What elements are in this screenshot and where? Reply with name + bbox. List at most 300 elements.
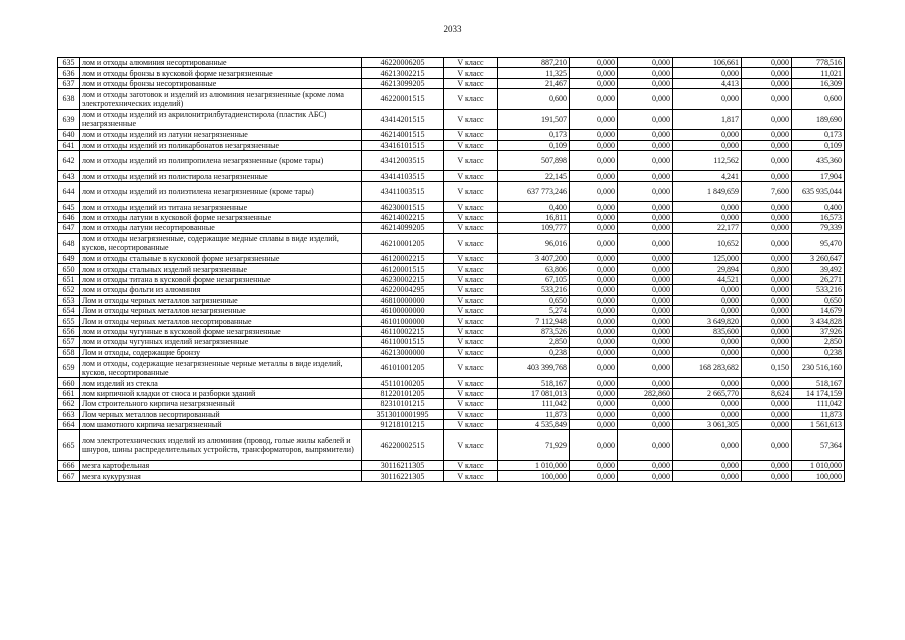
table-body: [58, 58, 845, 482]
value-col-4: 3 649,820: [673, 316, 742, 326]
value-col-5: 0,000: [742, 140, 792, 150]
hazard-class: V класс: [444, 285, 498, 295]
value-col-5: 0,000: [742, 150, 792, 171]
table-row: [58, 264, 845, 274]
value-col-1: 0,238: [498, 347, 570, 357]
value-col-1: 403 399,768: [498, 357, 570, 378]
value-col-2: 0,000: [570, 285, 618, 295]
row-number: 641: [58, 140, 80, 150]
value-col-2: 0,000: [570, 171, 618, 181]
table-row: [58, 326, 845, 336]
waste-code: 43416101515: [362, 140, 444, 150]
value-col-6: 100,000: [792, 471, 845, 481]
value-col-2: 0,000: [570, 233, 618, 254]
table-row: [58, 109, 845, 130]
row-number: 667: [58, 471, 80, 481]
value-col-3: 0,000: [618, 254, 673, 264]
table-row: [58, 171, 845, 181]
value-col-1: 16,811: [498, 212, 570, 222]
waste-code: 46213002215: [362, 68, 444, 78]
value-col-6: 37,926: [792, 326, 845, 336]
table-row: [58, 305, 845, 315]
table-row: [58, 409, 845, 419]
value-col-6: 16,573: [792, 212, 845, 222]
value-col-4: 0,000: [673, 140, 742, 150]
waste-code: 43414201515: [362, 109, 444, 130]
value-col-2: 0,000: [570, 212, 618, 222]
value-col-4: 0,000: [673, 399, 742, 409]
value-col-3: 0,000: [618, 233, 673, 254]
value-col-5: 0,000: [742, 89, 792, 110]
value-col-2: 0,000: [570, 223, 618, 233]
row-number: 636: [58, 68, 80, 78]
value-col-6: 518,167: [792, 378, 845, 388]
value-col-6: 3 434,828: [792, 316, 845, 326]
table-row: [58, 150, 845, 171]
value-col-2: 0,000: [570, 409, 618, 419]
value-col-2: 0,000: [570, 388, 618, 398]
waste-code: 43411003515: [362, 181, 444, 202]
value-col-4: 10,652: [673, 233, 742, 254]
value-col-4: 44,521: [673, 274, 742, 284]
value-col-6: 11,873: [792, 409, 845, 419]
waste-name: лом и отходы изделий из акрилонитрилбутадиенстирола (пластик АБС) незагрязненные: [80, 109, 362, 130]
value-col-6: 39,492: [792, 264, 845, 274]
row-number: 635: [58, 58, 80, 68]
value-col-6: 435,360: [792, 150, 845, 171]
waste-name: лом и отходы стальных изделий незагрязненные: [80, 264, 362, 274]
row-number: 642: [58, 150, 80, 171]
value-col-4: 0,000: [673, 285, 742, 295]
value-col-5: 0,000: [742, 285, 792, 295]
value-col-5: 0,000: [742, 202, 792, 212]
table-row: [58, 223, 845, 233]
row-number: 654: [58, 305, 80, 315]
value-col-4: 125,000: [673, 254, 742, 264]
row-number: 656: [58, 326, 80, 336]
waste-code: 46100000000: [362, 305, 444, 315]
hazard-class: V класс: [444, 171, 498, 181]
value-col-4: 0,000: [673, 471, 742, 481]
value-col-4: 0,000: [673, 295, 742, 305]
value-col-2: 0,000: [570, 460, 618, 470]
waste-name: лом и отходы латуни в кусковой форме незагрязненные: [80, 212, 362, 222]
value-col-3: 0,000: [618, 89, 673, 110]
value-col-2: 0,000: [570, 295, 618, 305]
row-number: 662: [58, 399, 80, 409]
value-col-3: 0,000: [618, 409, 673, 419]
value-col-5: 0,000: [742, 68, 792, 78]
hazard-class: V класс: [444, 305, 498, 315]
waste-code: 46213000000: [362, 347, 444, 357]
value-col-3: 0,000: [618, 460, 673, 470]
table-row: [58, 347, 845, 357]
value-col-3: 0,000: [618, 295, 673, 305]
value-col-1: 873,526: [498, 326, 570, 336]
row-number: 639: [58, 109, 80, 130]
row-number: 664: [58, 419, 80, 429]
value-col-2: 0,000: [570, 347, 618, 357]
value-col-2: 0,000: [570, 399, 618, 409]
value-col-6: 16,309: [792, 78, 845, 88]
value-col-4: 0,000: [673, 68, 742, 78]
value-col-1: 11,873: [498, 409, 570, 419]
value-col-1: 1 010,000: [498, 460, 570, 470]
value-col-6: 1 010,000: [792, 460, 845, 470]
value-col-6: 230 516,160: [792, 357, 845, 378]
row-number: 658: [58, 347, 80, 357]
value-col-2: 0,000: [570, 254, 618, 264]
value-col-2: 0,000: [570, 337, 618, 347]
value-col-5: 0,000: [742, 316, 792, 326]
hazard-class: V класс: [444, 388, 498, 398]
waste-code: 81220101205: [362, 388, 444, 398]
row-number: 665: [58, 430, 80, 461]
waste-name: лом и отходы бронзы несортированные: [80, 78, 362, 88]
value-col-6: 14,679: [792, 305, 845, 315]
waste-name: лом и отходы изделий из титана незагрязненные: [80, 202, 362, 212]
value-col-6: 57,364: [792, 430, 845, 461]
hazard-class: V класс: [444, 68, 498, 78]
hazard-class: V класс: [444, 150, 498, 171]
waste-code: 3513010001995: [362, 409, 444, 419]
hazard-class: V класс: [444, 399, 498, 409]
waste-name: лом и отходы изделий из поликарбонатов незагрязненные: [80, 140, 362, 150]
value-col-3: 0,000: [618, 130, 673, 140]
value-col-4: 0,000: [673, 460, 742, 470]
waste-code: 46230001515: [362, 202, 444, 212]
waste-name: лом и отходы титана в кусковой форме незагрязненные: [80, 274, 362, 284]
value-col-2: 0,000: [570, 140, 618, 150]
value-col-5: 0,000: [742, 305, 792, 315]
hazard-class: V класс: [444, 254, 498, 264]
value-col-1: 5,274: [498, 305, 570, 315]
hazard-class: V класс: [444, 460, 498, 470]
waste-code: 46220002515: [362, 430, 444, 461]
waste-code: 91218101215: [362, 419, 444, 429]
value-col-6: 95,470: [792, 233, 845, 254]
waste-name: лом и отходы бронзы в кусковой форме незагрязненные: [80, 68, 362, 78]
value-col-1: 0,109: [498, 140, 570, 150]
value-col-4: 0,000: [673, 347, 742, 357]
value-col-1: 11,325: [498, 68, 570, 78]
value-col-3: 0,000: [618, 285, 673, 295]
value-col-5: 0,000: [742, 171, 792, 181]
waste-name: лом изделий из стекла: [80, 378, 362, 388]
table-row: [58, 337, 845, 347]
value-col-3: 0,000: [618, 181, 673, 202]
value-col-5: 0,000: [742, 409, 792, 419]
value-col-1: 191,507: [498, 109, 570, 130]
value-col-1: 22,145: [498, 171, 570, 181]
value-col-6: 111,042: [792, 399, 845, 409]
waste-code: 46101000000: [362, 316, 444, 326]
value-col-3: 0,000: [618, 378, 673, 388]
row-number: 650: [58, 264, 80, 274]
waste-name: лом и отходы незагрязненные, содержащие медные сплавы в виде изделий, кусков, несортированные: [80, 233, 362, 254]
table-row: [58, 378, 845, 388]
hazard-class: V класс: [444, 202, 498, 212]
value-col-5: 0,000: [742, 274, 792, 284]
waste-code: 30116221305: [362, 471, 444, 481]
waste-code: 43412003515: [362, 150, 444, 171]
table-row: [58, 140, 845, 150]
value-col-3: 0,000: [618, 326, 673, 336]
value-col-6: 2,850: [792, 337, 845, 347]
waste-name: лом и отходы латуни несортированные: [80, 223, 362, 233]
value-col-3: 0,000: [618, 58, 673, 68]
table-row: [58, 295, 845, 305]
waste-code: 82310101215: [362, 399, 444, 409]
table-row: [58, 274, 845, 284]
value-col-1: 67,105: [498, 274, 570, 284]
table-row: [58, 254, 845, 264]
waste-code: 46101001205: [362, 357, 444, 378]
table-row: [58, 471, 845, 481]
table-row: [58, 419, 845, 429]
value-col-2: 0,000: [570, 109, 618, 130]
table-row: [58, 316, 845, 326]
waste-name: лом и отходы заготовок и изделий из алюминия незагрязненные (кроме лома электротехнических изделий): [80, 89, 362, 110]
row-number: 663: [58, 409, 80, 419]
value-col-4: 4,413: [673, 78, 742, 88]
value-col-3: 0,000: [618, 202, 673, 212]
value-col-6: 0,238: [792, 347, 845, 357]
value-col-3: 0,000: [618, 274, 673, 284]
hazard-class: V класс: [444, 347, 498, 357]
value-col-3: 0,000: [618, 430, 673, 461]
value-col-6: 0,600: [792, 89, 845, 110]
hazard-class: V класс: [444, 58, 498, 68]
value-col-1: 2,850: [498, 337, 570, 347]
value-col-1: 21,467: [498, 78, 570, 88]
waste-name: Лом черных металлов несортированный: [80, 409, 362, 419]
value-col-1: 63,806: [498, 264, 570, 274]
value-col-2: 0,000: [570, 89, 618, 110]
value-col-3: 0,000: [618, 471, 673, 481]
waste-name: лом и отходы чугунные в кусковой форме незагрязненные: [80, 326, 362, 336]
value-col-4: 0,000: [673, 430, 742, 461]
table-row: [58, 430, 845, 461]
waste-code: 46110002215: [362, 326, 444, 336]
row-number: 652: [58, 285, 80, 295]
value-col-6: 11,021: [792, 68, 845, 78]
value-col-3: 0,000: [618, 357, 673, 378]
waste-name: лом и отходы чугунных изделий незагрязненные: [80, 337, 362, 347]
row-number: 643: [58, 171, 80, 181]
value-col-2: 0,000: [570, 357, 618, 378]
hazard-class: V класс: [444, 409, 498, 419]
waste-code: 46214099205: [362, 223, 444, 233]
value-col-6: 26,271: [792, 274, 845, 284]
value-col-1: 887,210: [498, 58, 570, 68]
value-col-1: 637 773,246: [498, 181, 570, 202]
hazard-class: V класс: [444, 326, 498, 336]
value-col-6: 0,400: [792, 202, 845, 212]
value-col-4: 0,000: [673, 305, 742, 315]
value-col-1: 0,400: [498, 202, 570, 212]
table-row: [58, 130, 845, 140]
waste-table: [57, 57, 845, 482]
waste-name: Лом строительного кирпича незагрязненный: [80, 399, 362, 409]
value-col-5: 7,600: [742, 181, 792, 202]
value-col-2: 0,000: [570, 305, 618, 315]
value-col-3: 0,000: [618, 419, 673, 429]
value-col-4: 0,000: [673, 89, 742, 110]
value-col-6: 79,339: [792, 223, 845, 233]
value-col-4: 22,177: [673, 223, 742, 233]
hazard-class: V класс: [444, 78, 498, 88]
waste-name: лом и отходы стальные в кусковой форме незагрязненные: [80, 254, 362, 264]
waste-code: 46220001515: [362, 89, 444, 110]
waste-name: мезга кукурузная: [80, 471, 362, 481]
value-col-3: 0,000: [618, 212, 673, 222]
value-col-5: 0,150: [742, 357, 792, 378]
hazard-class: V класс: [444, 109, 498, 130]
value-col-2: 0,000: [570, 130, 618, 140]
waste-code: 46120002215: [362, 254, 444, 264]
value-col-2: 0,000: [570, 419, 618, 429]
value-col-5: 0,000: [742, 460, 792, 470]
waste-name: Лом и отходы, содержащие бронзу: [80, 347, 362, 357]
value-col-5: 0,000: [742, 326, 792, 336]
table-row: [58, 460, 845, 470]
waste-name: лом и отходы алюминия несортированные: [80, 58, 362, 68]
hazard-class: V класс: [444, 140, 498, 150]
value-col-2: 0,000: [570, 326, 618, 336]
table-row: [58, 233, 845, 254]
value-col-4: 0,000: [673, 202, 742, 212]
table-row: [58, 89, 845, 110]
table-row: [58, 285, 845, 295]
waste-code: 46214001515: [362, 130, 444, 140]
value-col-3: 0,000: [618, 223, 673, 233]
waste-code: 46213099205: [362, 78, 444, 88]
value-col-1: 533,216: [498, 285, 570, 295]
waste-code: 30116211305: [362, 460, 444, 470]
value-col-4: 0,000: [673, 378, 742, 388]
value-col-4: 106,661: [673, 58, 742, 68]
value-col-1: 111,042: [498, 399, 570, 409]
row-number: 637: [58, 78, 80, 88]
row-number: 666: [58, 460, 80, 470]
waste-name: лом и отходы, содержащие незагрязненные черные металлы в виде изделий, кусков, несортированные: [80, 357, 362, 378]
page-number: 2033: [443, 24, 462, 34]
value-col-5: 0,000: [742, 58, 792, 68]
value-col-1: 0,173: [498, 130, 570, 140]
waste-code: 46230002215: [362, 274, 444, 284]
value-col-4: 112,562: [673, 150, 742, 171]
waste-name: лом и отходы изделий из полипропилена незагрязненные (кроме тары): [80, 150, 362, 171]
waste-name: лом кирпичной кладки от сноса и разборки зданий: [80, 388, 362, 398]
value-col-4: 1 849,659: [673, 181, 742, 202]
value-col-6: 635 935,044: [792, 181, 845, 202]
row-number: 638: [58, 89, 80, 110]
row-number: 659: [58, 357, 80, 378]
hazard-class: V класс: [444, 316, 498, 326]
waste-code: 46810000000: [362, 295, 444, 305]
hazard-class: V класс: [444, 130, 498, 140]
hazard-class: V класс: [444, 212, 498, 222]
table-row: [58, 202, 845, 212]
value-col-5: 0,000: [742, 419, 792, 429]
value-col-6: 17,904: [792, 171, 845, 181]
value-col-2: 0,000: [570, 264, 618, 274]
value-col-5: 0,000: [742, 254, 792, 264]
value-col-2: 0,000: [570, 202, 618, 212]
table-row: [58, 78, 845, 88]
waste-name: Лом и отходы черных металлов несортированные: [80, 316, 362, 326]
value-col-3: 0,000: [618, 68, 673, 78]
row-number: 661: [58, 388, 80, 398]
value-col-2: 0,000: [570, 430, 618, 461]
value-col-5: 0,000: [742, 399, 792, 409]
value-col-5: 0,000: [742, 212, 792, 222]
waste-name: лом и отходы фольги из алюминия: [80, 285, 362, 295]
waste-name: Лом и отходы черных металлов загрязненные: [80, 295, 362, 305]
value-col-6: 1 561,613: [792, 419, 845, 429]
hazard-class: V класс: [444, 89, 498, 110]
hazard-class: V класс: [444, 378, 498, 388]
hazard-class: V класс: [444, 233, 498, 254]
table-row: [58, 68, 845, 78]
row-number: 645: [58, 202, 80, 212]
value-col-2: 0,000: [570, 150, 618, 171]
waste-name: Лом и отходы черных металлов незагрязненные: [80, 305, 362, 315]
value-col-1: 0,650: [498, 295, 570, 305]
table-row: [58, 212, 845, 222]
hazard-class: V класс: [444, 357, 498, 378]
row-number: 657: [58, 337, 80, 347]
value-col-3: 0,000: [618, 78, 673, 88]
hazard-class: V класс: [444, 430, 498, 461]
waste-name: лом электротехнических изделий из алюминия (провод, голые жилы кабелей и шнуров, шины распределительных устройств, трансформаторов, выпрямители): [80, 430, 362, 461]
hazard-class: V класс: [444, 274, 498, 284]
row-number: 647: [58, 223, 80, 233]
row-number: 649: [58, 254, 80, 264]
hazard-class: V класс: [444, 264, 498, 274]
value-col-6: 533,216: [792, 285, 845, 295]
hazard-class: V класс: [444, 471, 498, 481]
value-col-1: 0,600: [498, 89, 570, 110]
value-col-3: 0,000: [618, 109, 673, 130]
value-col-6: 0,173: [792, 130, 845, 140]
value-col-3: 0,000: [618, 305, 673, 315]
table-row: [58, 181, 845, 202]
row-number: 648: [58, 233, 80, 254]
value-col-4: 4,241: [673, 171, 742, 181]
value-col-1: 3 407,200: [498, 254, 570, 264]
table-row: [58, 58, 845, 68]
hazard-class: V класс: [444, 419, 498, 429]
row-number: 640: [58, 130, 80, 140]
value-col-4: 0,000: [673, 212, 742, 222]
value-col-3: 0,000: [618, 171, 673, 181]
value-col-3: 0,000: [618, 316, 673, 326]
waste-code: 46214002215: [362, 212, 444, 222]
value-col-1: 71,929: [498, 430, 570, 461]
waste-code: 45110100205: [362, 378, 444, 388]
row-number: 653: [58, 295, 80, 305]
value-col-2: 0,000: [570, 378, 618, 388]
value-col-3: 0,000: [618, 140, 673, 150]
waste-code: 43414103515: [362, 171, 444, 181]
value-col-6: 189,690: [792, 109, 845, 130]
value-col-5: 0,000: [742, 378, 792, 388]
value-col-5: 0,000: [742, 347, 792, 357]
value-col-4: 168 283,682: [673, 357, 742, 378]
value-col-4: 2 665,770: [673, 388, 742, 398]
